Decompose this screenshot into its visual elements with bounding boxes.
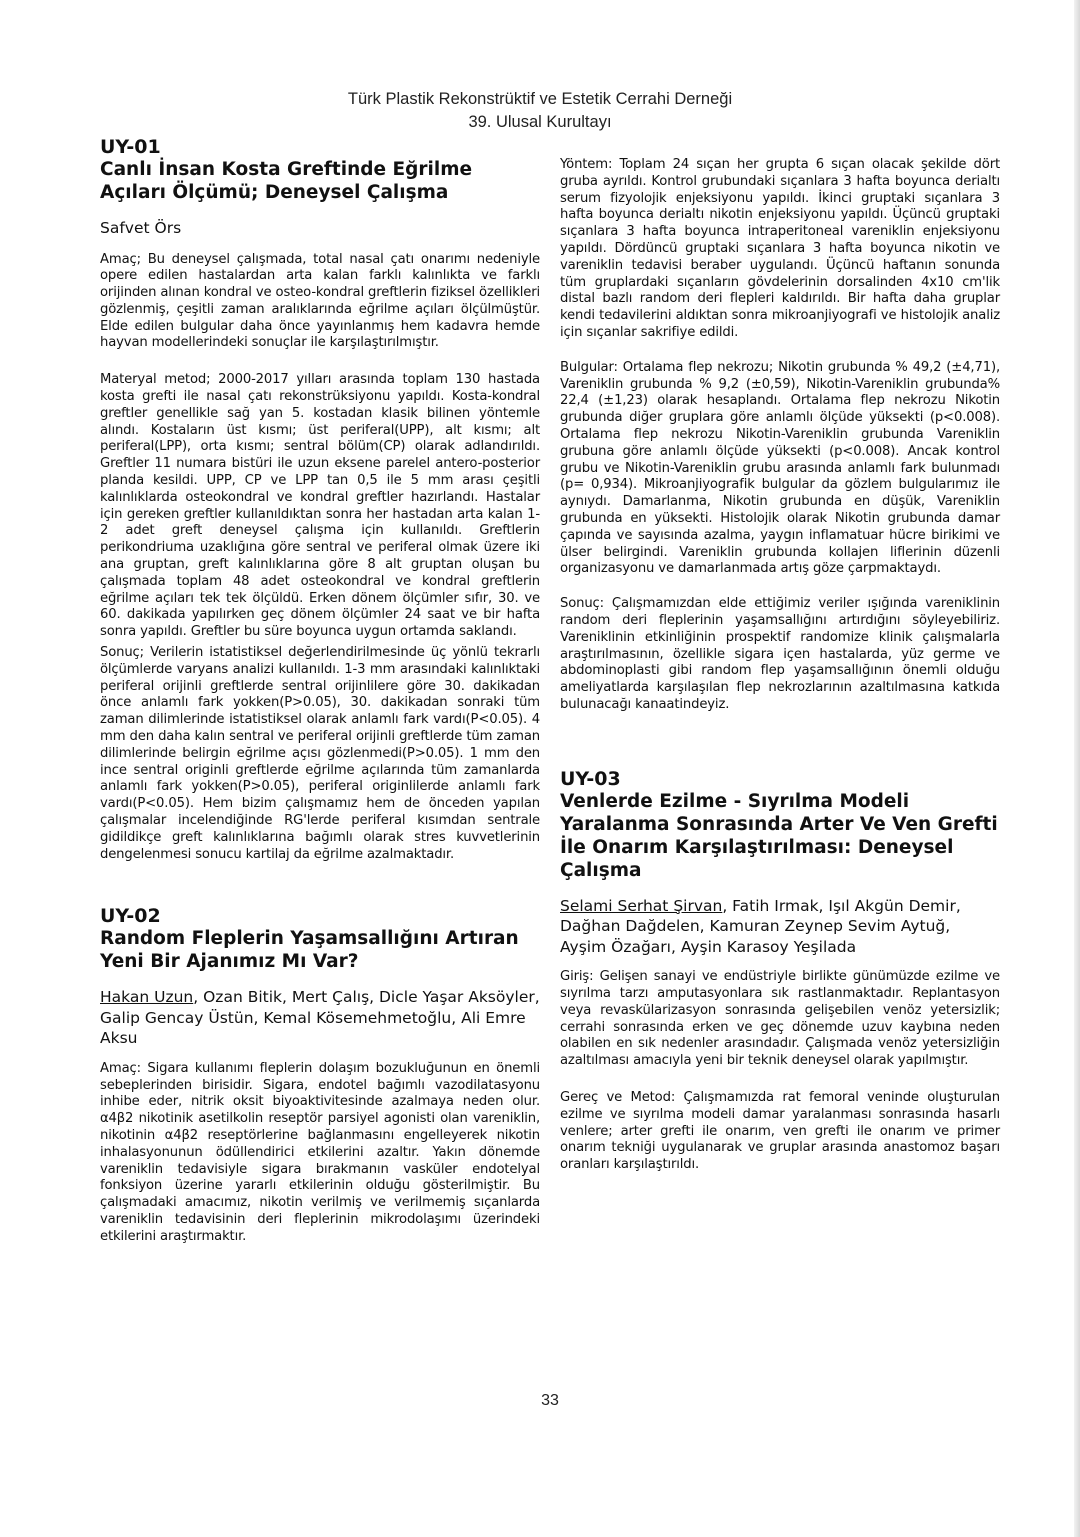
right-column — [560, 157, 1000, 1174]
other-authors: , Fatih Irmak, Işıl Akgün Demir, Dağhan Dağdelen, Kamuran Zeynep Sevim Aytuğ, Ayşim Özağarı, Ayşin Karasoy Yeşilada — [560, 896, 961, 956]
abstract-uy-01 — [100, 136, 540, 863]
presenting-author: Safvet Örs — [100, 219, 182, 237]
abstract-uy-02 — [100, 905, 540, 1245]
presenting-author: Hakan Uzun — [100, 988, 194, 1007]
other-authors: , Ozan Bitik, Mert Çalış, Dicle Yaşar Aksöyler, Galip Gencay Üstün, Kemal Kösemehmetoğlu, Ali Emre Aksu — [100, 988, 540, 1048]
abstract-code: UY-02 — [100, 905, 161, 928]
running-header — [0, 88, 1080, 134]
abstract-authors — [100, 218, 540, 239]
abstract-paragraph: Giriş: Gelişen sanayi ve endüstriyle birlikte günümüzde ezilme ve sıyrılma tarzı amputasyonlara sık rastlanmaktadır. Replantasyon veya revaskülarizasyon sonrasında gelişebilen venöz yetersizlik; cerrahi sonrasında erken ve geç dönemde uzuv kaybına neden olabilen en sık nedenler arasındadır. Çalışmada venöz yetersizliğin azaltılması amacıyla yeni bir teknik deneysel olarak yapılmıştır. — [560, 969, 1000, 1069]
abstract-paragraph: Sonuç; Verilerin istatistiksel değerlendirilmesinde üç yönlü tekrarlı ölçümlerde varyans analizi kullanıldı. 1-3 mm arasındaki kalınlıktaki periferal orijinli greftlerde sentral orijinlilere göre 30. dakikadan önce anlamlı fark yokken(P>0.05), 30. dakikadan sonraki tüm zaman dilimlerinde istatistiksel olarak anlamlı fark vardı(P<0.05). 4 mm den daha kalın sentral ve periferal orijinli greftlerde tüm zaman dilimlerinde belirgin eğrilme açısı gözlenmedi(P>0.05). 1 mm den ince sentral originli greftlerde eğrilme açılarında tüm zamanlarda anlamlı fark yokken(P>0.05), periferal originlilerde anlamlı fark vardı(P<0.05). Hem bizim çalışmamız hem de önceden yapılan çalışmalar incelendiğinde RG'lerde periferal kısımdan sentrale gidildikçe greft kalınlıklarına bağımlı olarak stres kuvvetlerinin dengelenmesi sonucu kartilaj da eğrilme azalmaktadır. — [100, 645, 540, 862]
abstract-title: Canlı İnsan Kosta Greftinde Eğrilme Açıları Ölçümü; Deneysel Çalışma — [100, 159, 473, 203]
header-society: Türk Plastik Rekonstrüktif ve Estetik Cerrahi Derneği — [347, 90, 733, 108]
left-column — [100, 136, 540, 1246]
abstract-paragraph: Materyal metod; 2000-2017 yılları arasında toplam 130 hastada kosta grefti ile nasal çatı rekonstrüksiyonu yapıldı. Kosta-kondral greftler genellikle sağ yan 5. kostadan klasik bilinen yöntemle alındı. Kostaların üst kısmı; üst periferal(UPP), alt kısmı; alt periferal(LPP), orta kısmı; sentral bölüm(CP) olarak adlandırıldı. Greftler 11 numara bistüri ile uzun eksene parelel antero-posterior planda kesildi. UPP, CP ve LPP tan 0,5 ile 5 mm arası çeşitli kalınlıklarda osteokondral ve kondral greftler hazırlandı. Hastalar için gereken greftler kullanıldıktan sonra her hastadan arta kalan 1-2 adet greft deneysel çalışma için kullanıldı. Greftlerin perikondriuma uzaklığına göre sentral ve periferal olmak üzere iki ana gruptan, greft kalınlıklarına göre 8 alt gruptan oluşan bu çalışmada toplam 48 adet osteokondral ve kondral greftlerin eğrilme açıları tek tek ölçüldü. Erken dönem ölçümler sıfır, 30. ve 60. dakikada yapılırken geç dönem ölçümler 24 saat ve bir hafta sonra yapıldı. Greftler bu süre boyunca uygun ortamda saklandı. — [100, 372, 540, 640]
page-edge — [1074, 0, 1080, 1537]
abstract-paragraph: Amaç; Bu deneysel çalışmada, total nasal çatı onarımı nedeniyle opere edilen hastalardan arta kalan farklı kalınlıkta ve farklı orijinden alınan kondral ve osteo-kondral greftlerin fiziksel özellikleri gözlenmiş, çeşitli zaman aralıklarında eğrilme açıları ölçülmüştür. Elde edilen bulgular daha önce yayınlanmış hem kadavra hemde hayvan modellerindeki sonuçlar ile karşılaştırılmıştır. — [100, 251, 540, 351]
abstract-paragraph: Sonuç: Çalışmamızdan elde ettiğimiz veriler ışığında vareniklinin random deri fleplerinin yaşamsallığını artırdığını söyleyebiliriz. Vareniklinin etkinliğinin prospektif randomize klinik çalışmalarla araştırılmasının, özellikle sigara içen hastalarda, yüz germe ve abdominoplasti gibi random flep yaşamsallığının önemli olduğu ameliyatlarda karşılaşılan flep nekrozlarının azaltılmasına katkıda bulunacağı kanaatindeyiz. — [560, 596, 1000, 712]
abstract-authors — [560, 896, 1000, 958]
page-number: 33 — [541, 1392, 559, 1409]
abstract-authors — [100, 987, 540, 1049]
abstract-code: UY-01 — [100, 136, 161, 158]
abstract-uy-03 — [560, 768, 1000, 1174]
abstract-paragraph: Bulgular: Ortalama flep nekrozu; Nikotin grubunda % 49,2 (±4,71), Vareniklin grubunda % 9,2 (±0,59), Nikotin-Vareniklin grubunda% 22,4 (±1,23) olarak hesaplandı. Ortalama flep nekrozu Nikotin grubunda diğer gruplara göre anlamlı ölçüde yüksekti (p<0.008). Ortalama flep nekrozu Nikotin-Vareniklin grubunda Vareniklin grubuna göre anlamlı ölçüde yüksekti (p<0.008). Ancak kontrol grubu ve Nikotin-Vareniklin grubu arasında anlamlı fark bulunmadı (p= 0,934). Mikroanjiyografik bulgular da gözlem bulgularımız ile aynıydı. Damarlanma, Nikotin grubunda en düşük, Vareniklin grubunda en yüksekti. Histolojik olarak Nikotin grubunda damar çapında ve sayısında azalma, yaygın inflamatuar hücre birikimi ve ülser belirgindi. Vareniklin grubunda kollajen liflerinin düzenli organizasyonu ve damarlanmada artış göze çarpmaktaydı. — [560, 359, 1000, 577]
header-congress: 39. Ulusal Kurultayı — [468, 113, 612, 131]
abstract-paragraph: Gereç ve Metod: Çalışmamızda rat femoral veninde oluşturulan ezilme ve sıyrılma modeli damar yaralanması sonrasında hasarlı venlere; arter grefti ile onarım, ven grefti ile onarım ve primer onarım tekniği uygulanarak ve gruplar arasında anastomoz başarı oranları karşılaştırıldı. — [560, 1089, 1000, 1173]
abstract-code: UY-03 — [560, 767, 621, 790]
abstract-title: Random Fleplerin Yaşamsallığını Artıran Yeni Bir Ajanımız Mı Var? — [100, 928, 519, 973]
presenting-author: Selami Serhat Şirvan — [560, 896, 723, 915]
abstract-paragraph: Amaç: Sigara kullanımı fleplerin dolaşım bozukluğunun en önemli sebeplerinden birisidir. Sigara, endotel bağımlı vazodilatasyonu inhibe eder, nitrik oksit biyoaktivitesinde azalmaya neden olur. α4β2 nikotinik asetilkolin reseptör parsiyel agonisti olan vareniklin, nikotinin α4β2 reseptörlerine bağlanmasını engelleyerek nikotin inhalasyonunun ödüllendirici etkilerini azaltır. Yakın dönemde vareniklin tedavisiyle sigara bırakmanın vasküler endotelyal fonksiyon üzerine yararlı etkilerinin olduğu gösterilmiştir. Bu çalışmadaki amacımız, nikotin verilmiş ve verilmemiş sıçanlarda vareniklin tedavisinin deri fleplerinin mikrodolaşımı üzerindeki etkilerini araştırmaktır. — [100, 1060, 540, 1244]
abstract-title: Venlerde Ezilme - Sıyrılma Modeli Yaralanma Sonrasında Arter Ve Ven Grefti İle Onarım Karşılaştırılması: Deneysel Çalışma — [560, 790, 998, 881]
abstract-paragraph: Yöntem: Toplam 24 sıçan her grupta 6 sıçan olacak şekilde dört gruba ayrıldı. Kontrol grubundaki sıçanlara 3 hafta boyunca derialtı serum fizyolojik enjeksiyonu yapıldı. İkinci gruptaki sıçanlara 3 hafta boyunca derialtı nikotin enjeksiyonu yapıldı. Üçüncü gruptaki sıçanlara 3 hafta boyunca intraperitoneal vareniklin enjeksiyonu yapıldı. Dördüncü gruptaki sıçanlara 3 hafta boyunca nikotin ve vareniklin tedavisi beraber uygulandı. Üçüncü haftanın sonunda tüm gruplardaki sıçanların gövdelerinin dorsalinden 4x10 cm'lik distal bazlı random deri flepleri kaldırıldı. Bir hafta daha gruplar kendi tedavilerini aldıktan sonra mikroanjiyografi ve histolojik analiz için sıçanlar sakrifiye edildi. — [560, 157, 1000, 340]
